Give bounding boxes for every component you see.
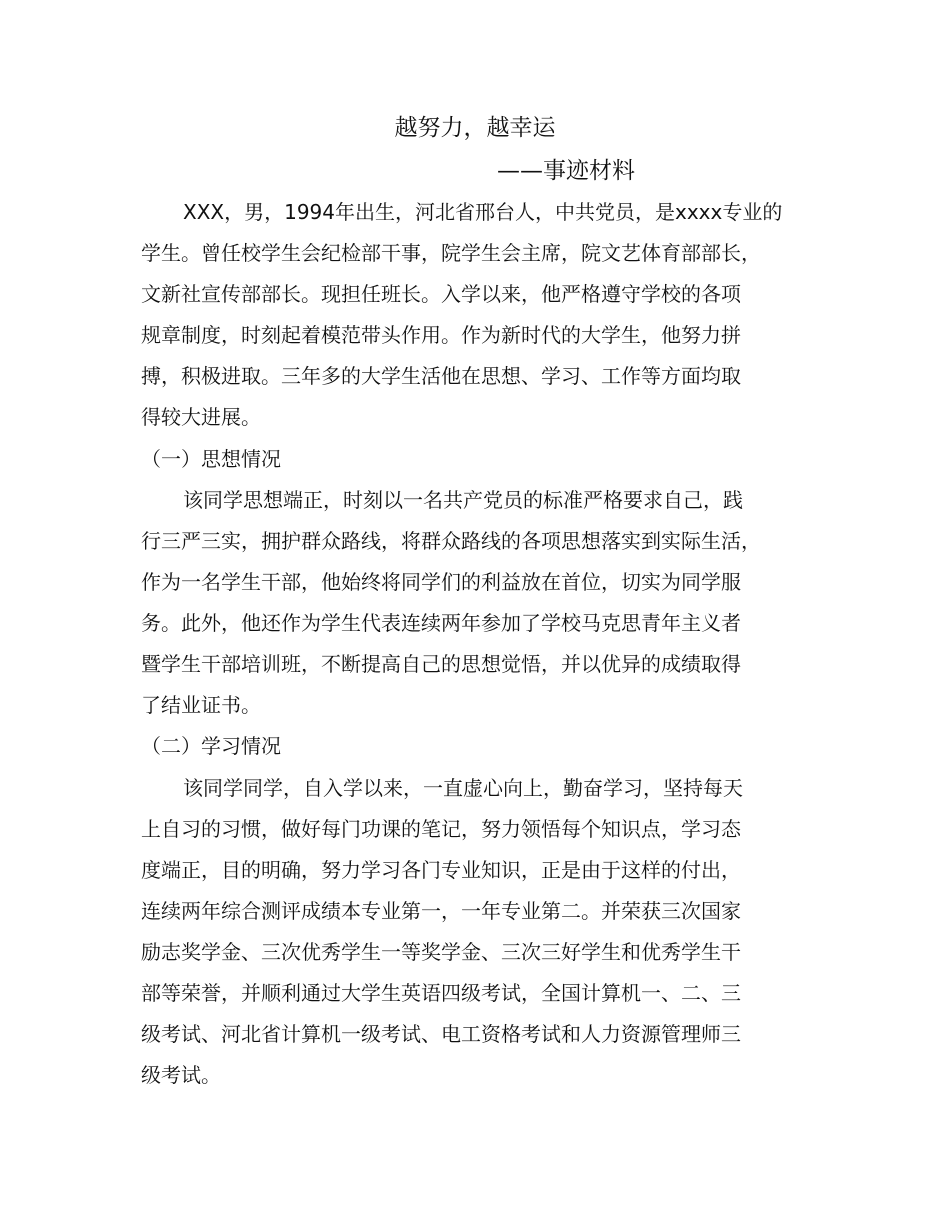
intro-line: 得较大进展。: [141, 405, 261, 429]
section2-line: 度端正，目的明确，努力学习各门专业知识，正是由于这样的付出，: [141, 858, 741, 882]
section1-line: 该同学思想端正，时刻以一名共产党员的标准严格要求自己，践: [183, 488, 743, 512]
section2-line: 上自习的习惯，做好每门功课的笔记，努力领悟每个知识点，学习态: [141, 817, 741, 841]
document-title: 越努力，越幸运: [394, 115, 556, 141]
section2-line: 部等荣誉，并顺利通过大学生英语四级考试，全国计算机一、二、三: [141, 981, 741, 1005]
intro-line: 文新社宣传部部长。现担任班长。入学以来，他严格遵守学校的各项: [141, 282, 741, 306]
section2-line: 连续两年综合测评成绩本专业第一，一年专业第二。并荣获三次国家: [141, 899, 741, 923]
section2-line: 级考试。: [141, 1063, 221, 1087]
section1-line: 作为一名学生干部，他始终将同学们的利益放在首位，切实为同学服: [141, 570, 741, 594]
intro-line: 搏，积极进取。三年多的大学生活他在思想、学习、工作等方面均取: [141, 364, 741, 388]
section1-line: 暨学生干部培训班，不断提高自己的思想觉悟，并以优异的成绩取得: [141, 652, 741, 676]
section1-line: 了结业证书。: [141, 693, 261, 717]
intro-line: 学生。曾任校学生会纪检部干事，院学生会主席，院文艺体育部部长，: [141, 241, 761, 265]
section1-line: 行三严三实，拥护群众路线，将群众路线的各项思想落实到实际生活，: [141, 529, 761, 553]
intro-line: 规章制度，时刻起着模范带头作用。作为新时代的大学生，他努力拼: [141, 323, 741, 347]
intro-line: XXX，男，1994年出生，河北省邢台人，中共党员，是xxxx专业的: [183, 200, 783, 224]
section-heading-thought: （一）思想情况: [141, 447, 281, 471]
section-heading-study: （二）学习情况: [141, 734, 281, 758]
section2-line: 励志奖学金、三次优秀学生一等奖学金、三次三好学生和优秀学生干: [141, 940, 741, 964]
document-subtitle: ——事迹材料: [497, 158, 635, 184]
section1-line: 务。此外，他还作为学生代表连续两年参加了学校马克思青年主义者: [141, 611, 741, 635]
section2-line: 该同学同学，自入学以来，一直虚心向上，勤奋学习，坚持每天: [183, 776, 743, 800]
section2-line: 级考试、河北省计算机一级考试、电工资格考试和人力资源管理师三: [141, 1022, 741, 1046]
